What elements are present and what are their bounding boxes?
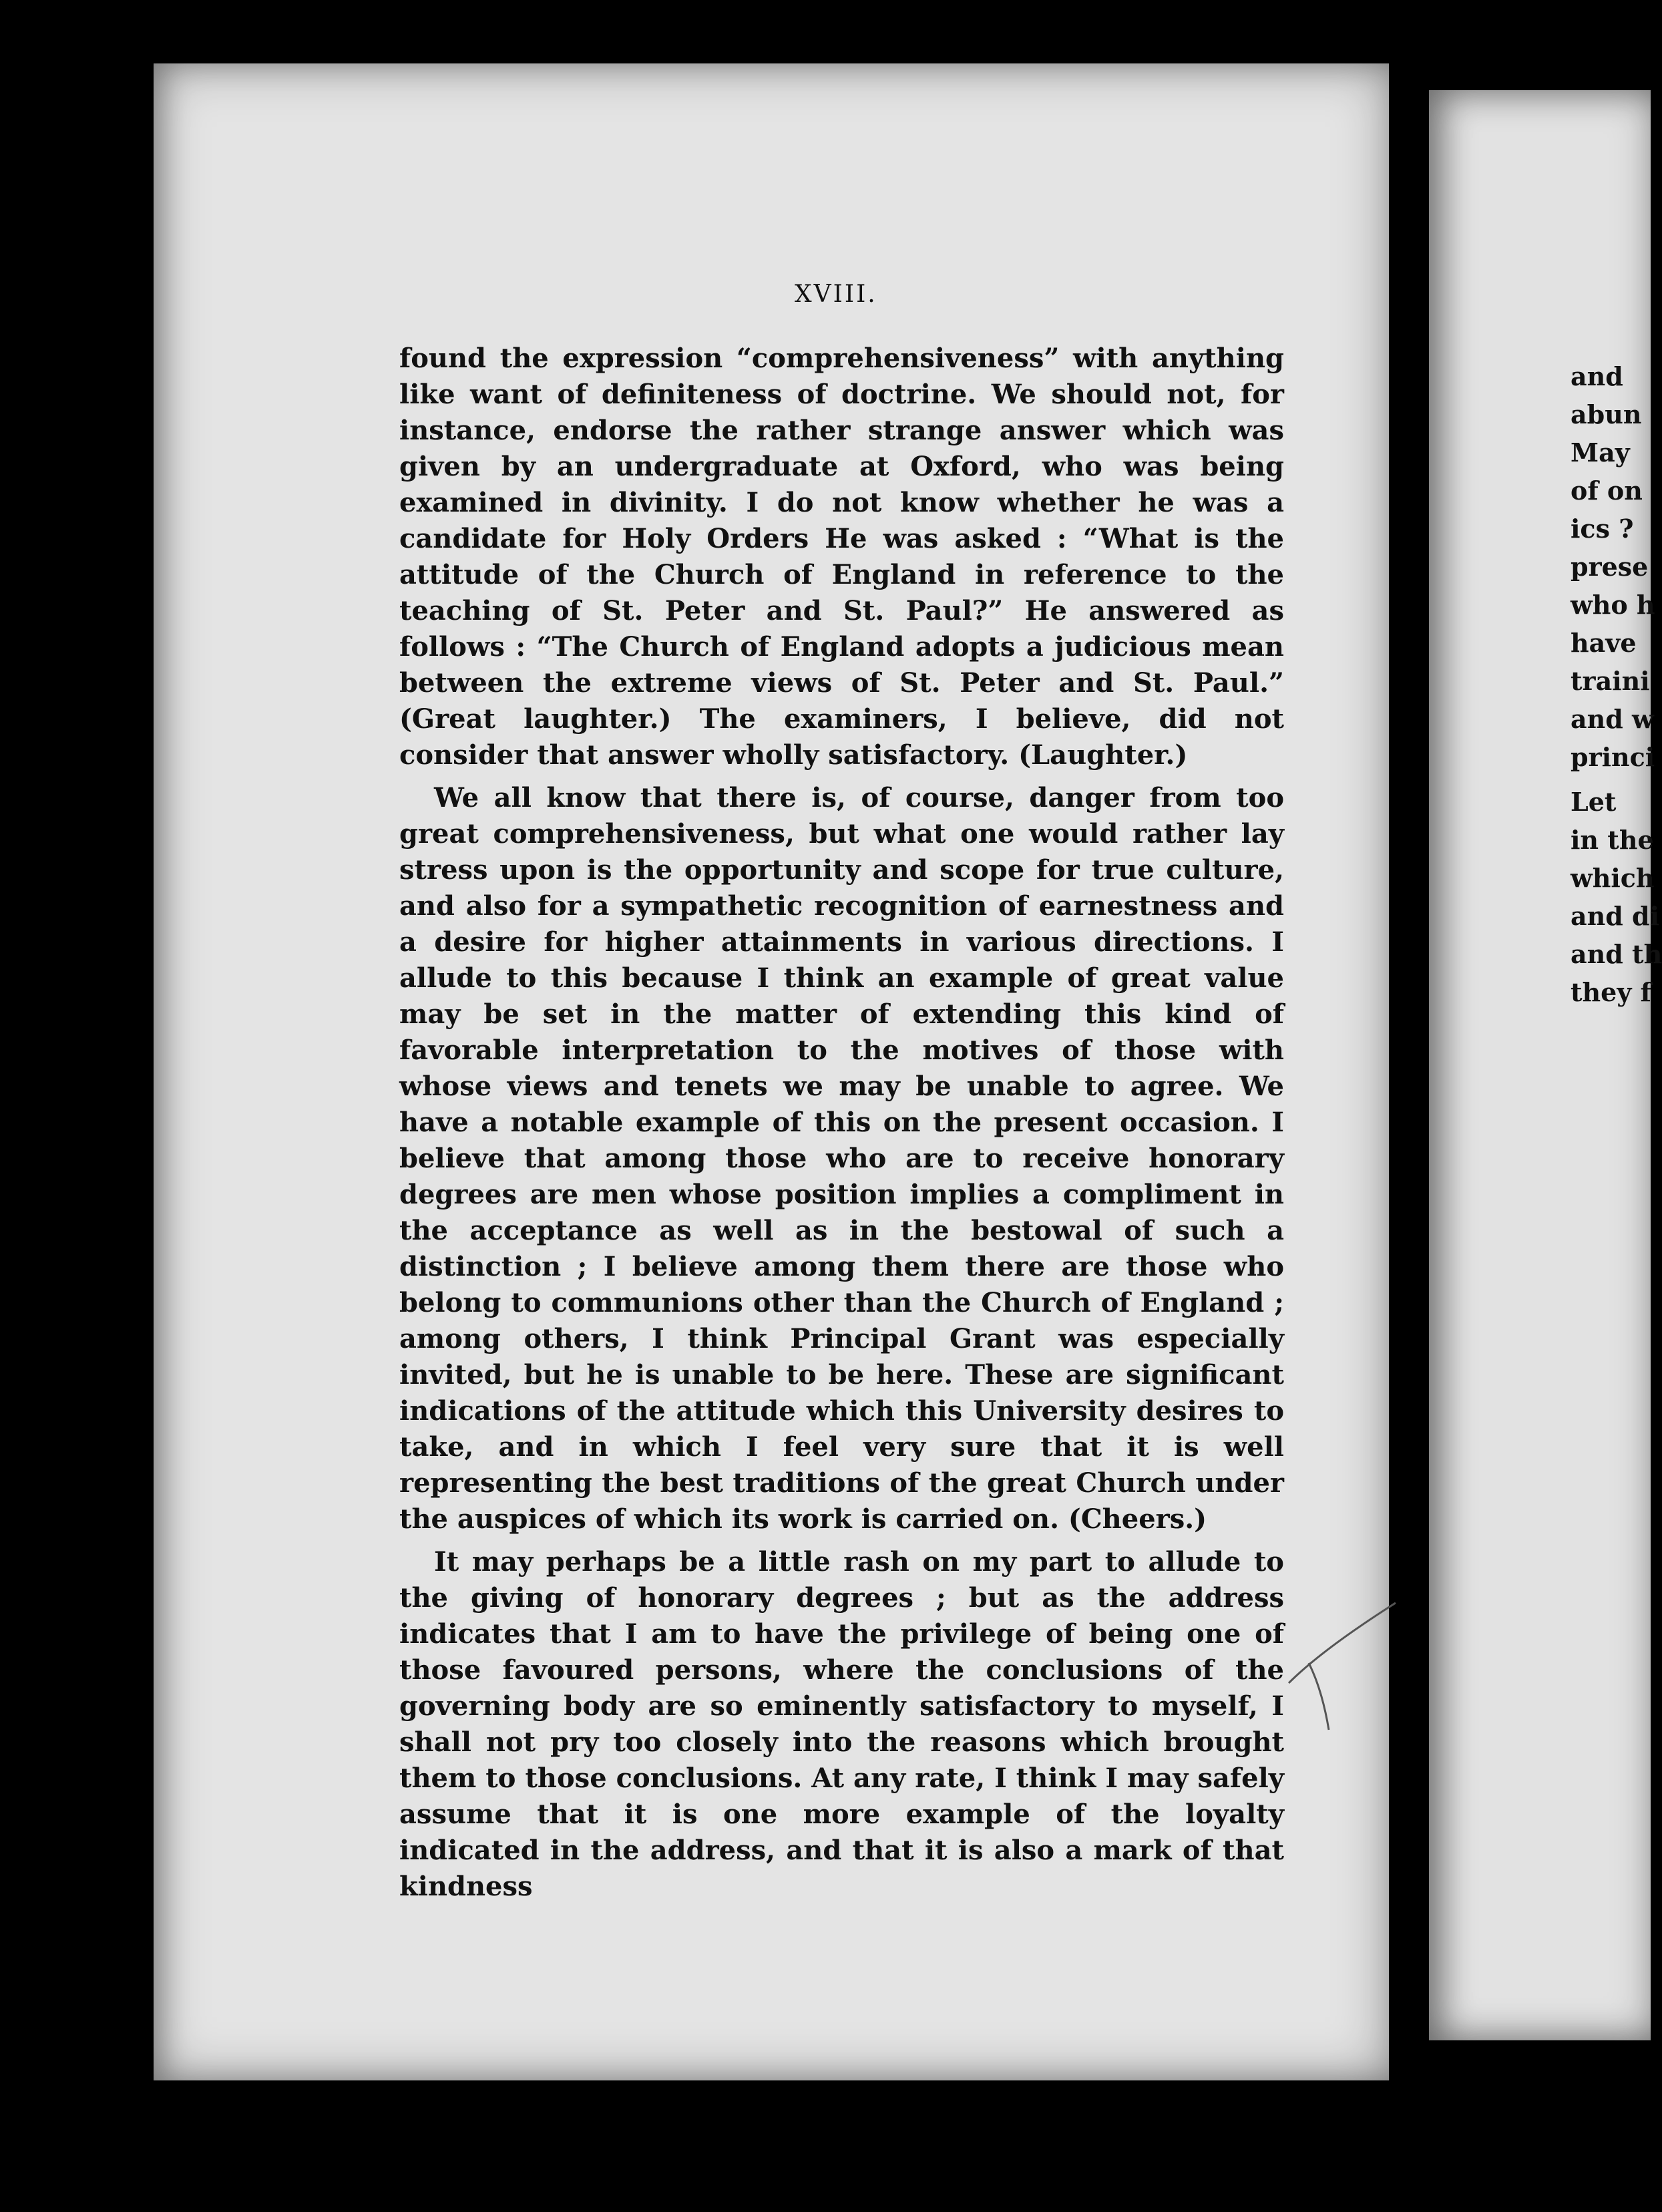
right-line: and th [1571, 939, 1662, 969]
right-line: traini [1571, 666, 1650, 696]
left-page-body [399, 341, 1284, 1911]
right-line: prese [1571, 552, 1649, 582]
right-line: abun [1571, 399, 1642, 429]
right-line: princi [1571, 742, 1655, 772]
right-line: and w [1571, 704, 1654, 734]
pencil-annotation-mark [1282, 1590, 1402, 1736]
right-line: Let [1571, 787, 1617, 817]
paragraph-2: We all know that there is, of course, danger from too great comprehensiveness, but what one would rather lay stress upon is the opportunity and scope for true culture, and also for a sympathetic recognition of earnestness and a desire for higher attainments in various directions. I allude to this because I think an example of great value may be set in the matter of extending this kind of favorable interpretation to the motives of those with whose views and tenets we may be unable to agree. We have a notable example of this on the present occasion. I believe that among those who are to receive honorary degrees are men whose position implies a compliment in the acceptance as well as in the bestowal of such a distinction ; I believe among them there are those who belong to communions other than the Church of England ; among others, I think Principal Grant was especially invited, but he is unable to be here. These are significant indications of the attitude which this University desires to take, and in which I feel very sure that it is well representing the best traditions of the great Church under the auspices of which its work is carried on. (Cheers.) [399, 782, 1284, 1535]
right-line: May [1571, 437, 1630, 468]
right-line: have [1571, 628, 1637, 658]
paragraph-1: found the expression “comprehensiveness” with anything like want of definiteness of doctrine. We should not, for instance, endorse the rather strange answer which was given by an undergraduate at Oxford, who was being examined in divinity. I do not know whether he was a candidate for Holy Orders He was asked : “What is the attitude of the Church of England in reference to the teaching of St. Peter and St. Paul?” He answered as follows : “The Church of England adopts a judicious mean between the extreme views of St. Peter and St. Paul.” (Great laughter.) The examiners, I believe, did not consider that answer wholly satisfactory. (Laughter.) [399, 343, 1284, 771]
right-line: which [1571, 863, 1655, 893]
right-line: who h [1571, 590, 1655, 620]
right-line: and [1571, 361, 1623, 391]
right-line: ics ? [1571, 514, 1634, 544]
right-line: they f [1571, 977, 1652, 1007]
right-line: of on [1571, 476, 1643, 506]
page-number: XVIII. [795, 281, 877, 308]
paragraph-3: It may perhaps be a little rash on my part to allude to the giving of honorary degrees ; but as the address indicates that I am to have the privilege of being one of those favoured persons, where the conclusions of the governing body are so eminently satisfactory to myself, I shall not pry too closely into the reasons which brought them to those conclusions. At any rate, I think I may safely assume that it is one more example of the loyalty indicated in the address, and that it is also a mark of that kindness [399, 1546, 1284, 1902]
right-line: and di [1571, 901, 1660, 931]
right-line: in the [1571, 825, 1654, 855]
right-page-text-fragments [1571, 357, 1662, 1011]
